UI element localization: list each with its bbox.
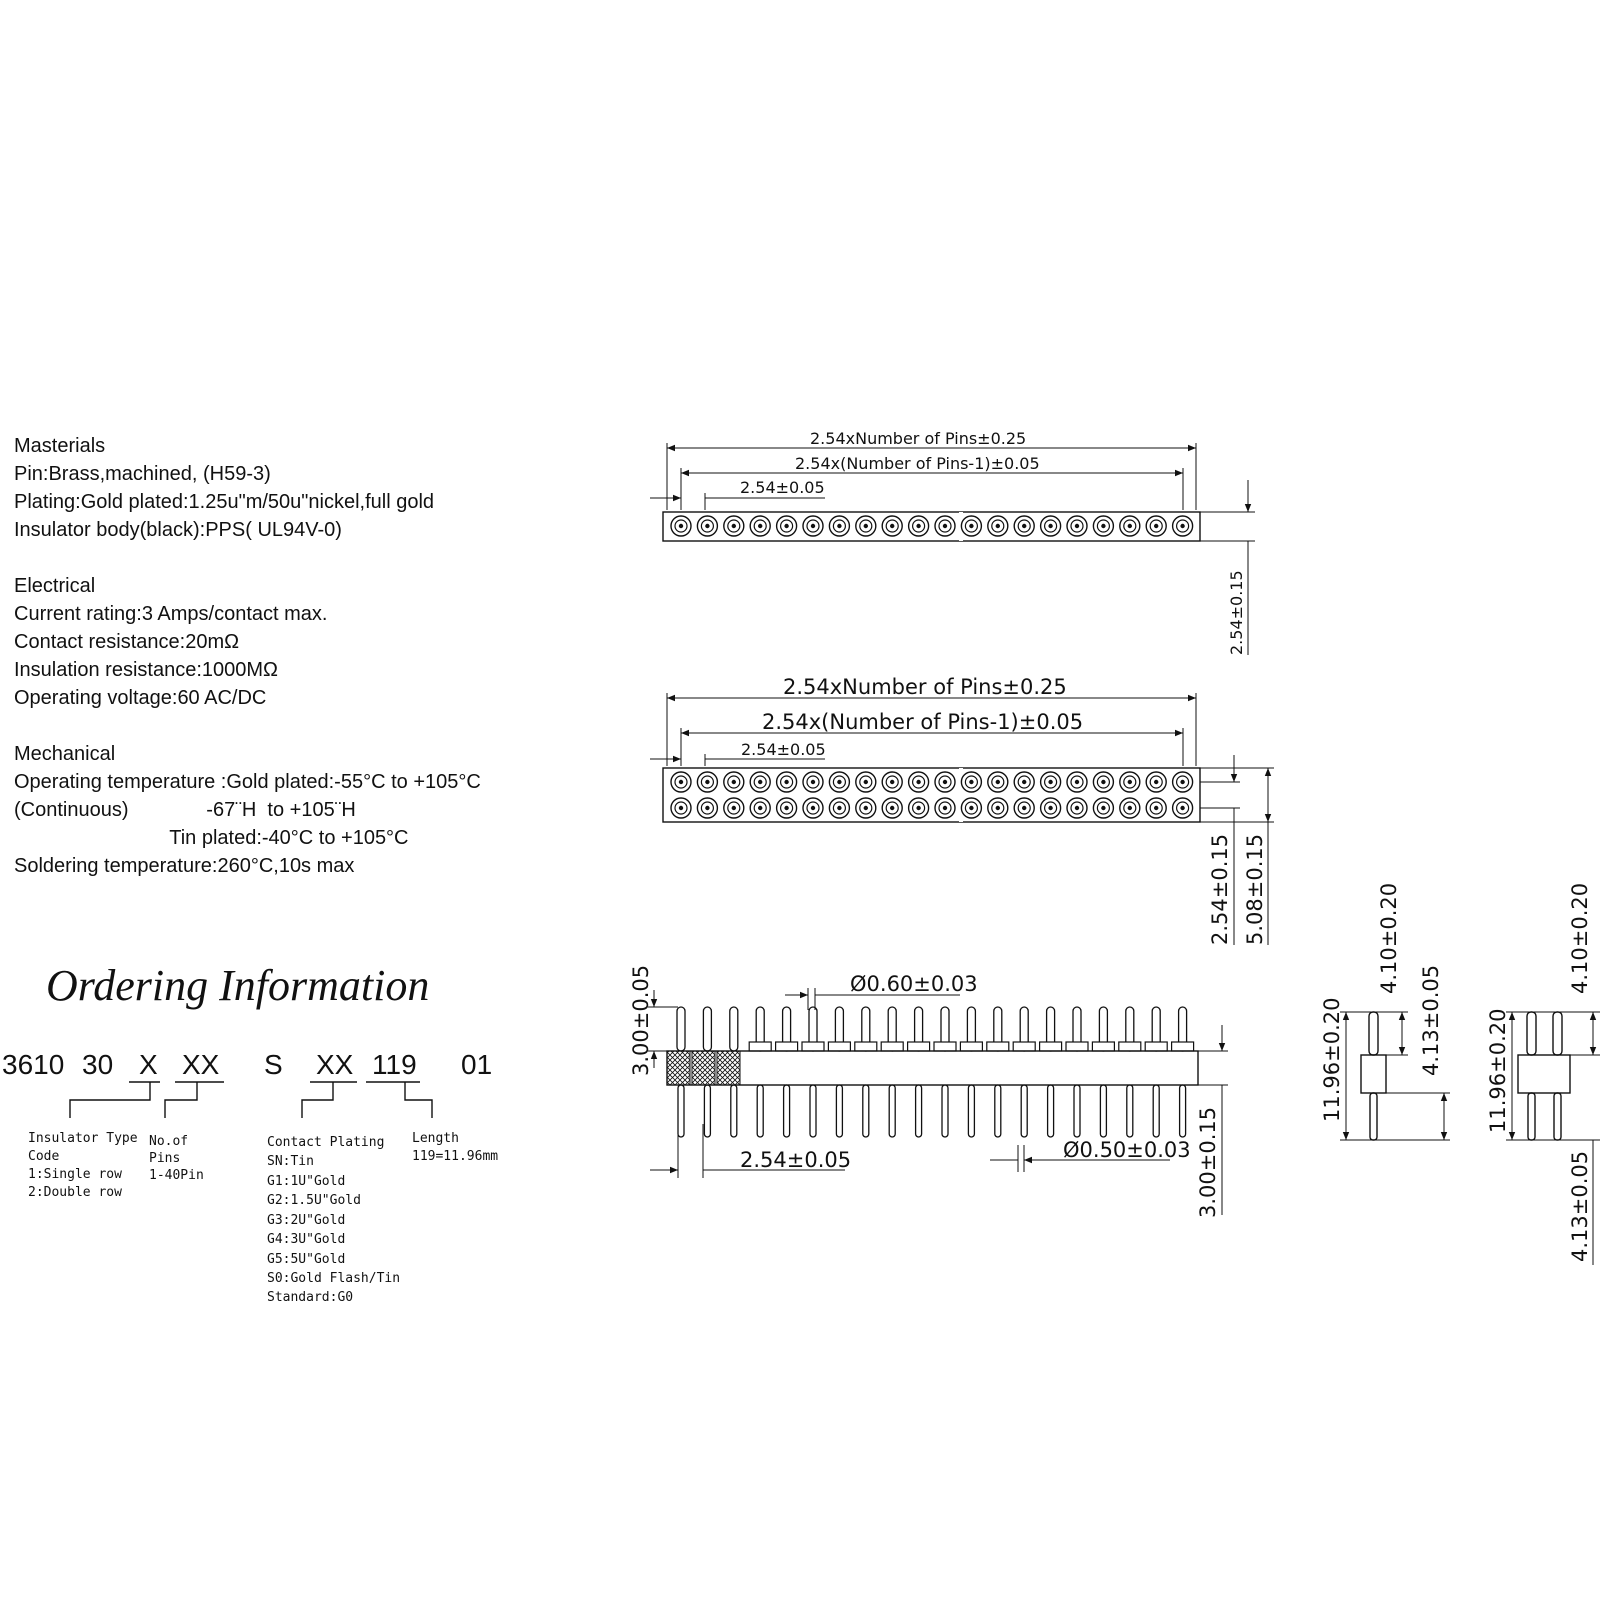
single-row-top-view	[663, 512, 1200, 541]
svg-text:G1:1U"Gold: G1:1U"Gold	[267, 1174, 346, 1189]
pin-hole	[1041, 772, 1061, 792]
double-overall-length: 2.54xNumber of Pins±0.25	[783, 675, 1067, 699]
svg-text:S0:Gold Flash/Tin: S0:Gold Flash/Tin	[267, 1271, 401, 1286]
single-row-dimension-labels	[740, 429, 1246, 655]
pin-hole	[750, 516, 770, 536]
pin-hole	[988, 516, 1008, 536]
pn-series: 3610	[2, 1049, 65, 1080]
pin-hole	[1041, 798, 1061, 818]
svg-text:2:Double row: 2:Double row	[28, 1185, 122, 1200]
top-pin-diameter: Ø0.60±0.03	[850, 972, 978, 996]
side-pin	[960, 1007, 982, 1137]
svg-text:Contact Plating: Contact Plating	[267, 1135, 385, 1150]
svg-text:Pins: Pins	[149, 1151, 181, 1166]
pin-hole	[1120, 798, 1140, 818]
part-number-leaders	[70, 1082, 432, 1118]
insulation-resistance: Insulation resistance:1000MΩ	[14, 659, 278, 681]
single-top-length: 4.10±0.20	[1377, 882, 1401, 994]
pin-hole	[777, 772, 797, 792]
single-row-dimension-lines	[650, 443, 1255, 655]
single-pitch: 2.54±0.05	[740, 478, 825, 497]
side-pin	[881, 1007, 903, 1137]
contact-plating-legend	[267, 1135, 400, 1305]
side-pin	[1066, 1007, 1088, 1137]
side-pitch: 2.54±0.05	[740, 1148, 852, 1172]
pin-hole	[935, 798, 955, 818]
current-rating: Current rating:3 Amps/contact max.	[14, 603, 328, 625]
side-pin	[1013, 1007, 1035, 1137]
top-pin-height: 3.00±0.05	[629, 964, 653, 1076]
side-pin	[855, 1007, 877, 1137]
pin-hole	[1067, 798, 1087, 818]
pin-hole	[856, 516, 876, 536]
side-pin	[1172, 1007, 1194, 1137]
side-pin	[828, 1007, 850, 1137]
pin-hole	[1041, 516, 1061, 536]
body-height: 3.00±0.15	[1196, 1106, 1220, 1218]
svg-text:119=11.96mm: 119=11.96mm	[412, 1149, 499, 1164]
double-top-length: 4.10±0.20	[1568, 882, 1592, 994]
side-pin	[1040, 1007, 1062, 1137]
svg-text:Insulator Type: Insulator Type	[28, 1131, 138, 1146]
insulator-type-legend	[28, 1131, 138, 1200]
pn-pitch: 30	[82, 1049, 114, 1080]
end-view-double	[1518, 1012, 1570, 1140]
pin-hole	[803, 772, 823, 792]
svg-text:No.of: No.of	[149, 1134, 189, 1149]
double-row-holes	[671, 772, 1193, 818]
single-width: 2.54±0.15	[1227, 570, 1246, 655]
double-row-top-view	[663, 768, 1200, 822]
pin-hole	[829, 772, 849, 792]
svg-text:G5:5U"Gold: G5:5U"Gold	[267, 1252, 346, 1267]
pin-count-legend	[149, 1134, 204, 1183]
pin-hole	[1093, 772, 1113, 792]
side-pin	[802, 1007, 824, 1137]
pin-hole	[961, 516, 981, 536]
side-pin	[908, 1007, 930, 1137]
pin-hole	[1067, 772, 1087, 792]
pin-hole	[1173, 516, 1193, 536]
pin-hole	[750, 772, 770, 792]
pin-hole	[909, 798, 929, 818]
side-pin	[776, 1007, 798, 1137]
pin-hole	[988, 772, 1008, 792]
side-pin	[1145, 1007, 1167, 1137]
pin-hole	[1120, 516, 1140, 536]
double-row-pitch: 2.54±0.15	[1208, 833, 1232, 945]
single-bottom-length: 4.13±0.05	[1419, 964, 1443, 1076]
pin-hole	[1173, 798, 1193, 818]
pin-hole	[724, 798, 744, 818]
pn-pin-count: XX	[182, 1049, 220, 1080]
pin-hole	[882, 798, 902, 818]
bottom-pin-diameter: Ø0.50±0.03	[1063, 1138, 1191, 1162]
pin-hole	[909, 516, 929, 536]
insulator-body-spec: Insulator body(black):PPS( UL94V-0)	[14, 519, 342, 541]
pin-hole	[829, 798, 849, 818]
pin-hole	[671, 516, 691, 536]
single-total-height: 11.96±0.20	[1320, 997, 1344, 1122]
svg-text:Code: Code	[28, 1149, 60, 1164]
svg-text:1:Single row: 1:Single row	[28, 1167, 122, 1182]
end-view-single-labels	[1320, 883, 1443, 1122]
operating-voltage: Operating voltage:60 AC/DC	[14, 687, 267, 709]
pin-hole	[777, 798, 797, 818]
pin-hole	[829, 516, 849, 536]
side-view-body	[667, 1051, 1198, 1085]
end-view-double-labels	[1486, 883, 1592, 1262]
pin-hole	[1093, 798, 1113, 818]
plating-spec: Plating:Gold plated:1.25u"m/50u"nickel,full gold	[14, 491, 435, 513]
pin-hole	[1146, 772, 1166, 792]
materials-heading: Masterials	[14, 435, 106, 457]
pin-hole	[1173, 772, 1193, 792]
svg-text:G2:1.5U"Gold: G2:1.5U"Gold	[267, 1193, 361, 1208]
pin-hole	[961, 798, 981, 818]
pin-material: Pin:Brass,machined, (H59-3)	[14, 463, 271, 485]
pin-hole	[1014, 772, 1034, 792]
pin-hole	[988, 798, 1008, 818]
pin-hole	[1146, 798, 1166, 818]
side-pin	[1119, 1007, 1141, 1137]
pin-hole	[803, 798, 823, 818]
continuous-temperature: (Continuous) -67¨H to +105¨H	[14, 799, 356, 821]
pin-hole	[671, 798, 691, 818]
pin-hole	[1146, 516, 1166, 536]
double-span-length: 2.54x(Number of Pins-1)±0.05	[762, 710, 1084, 734]
pin-hole	[724, 516, 744, 536]
svg-text:1-40Pin: 1-40Pin	[149, 1168, 204, 1183]
pin-hole	[803, 516, 823, 536]
pin-hole	[935, 772, 955, 792]
side-pin	[1092, 1007, 1114, 1137]
tin-plated-temperature: Tin plated:-40°C to +105°C	[14, 827, 409, 849]
svg-text:G3:2U"Gold: G3:2U"Gold	[267, 1213, 346, 1228]
pin-hole	[697, 772, 717, 792]
length-legend	[412, 1131, 498, 1164]
single-overall-length: 2.54xNumber of Pins±0.25	[810, 429, 1027, 448]
part-number-code	[2, 1049, 492, 1080]
pin-hole	[909, 772, 929, 792]
pin-hole	[697, 516, 717, 536]
electrical-heading: Electrical	[14, 575, 96, 597]
svg-text:Standard:G0: Standard:G0	[267, 1290, 354, 1305]
pin-hole	[1067, 516, 1087, 536]
mechanical-heading: Mechanical	[14, 743, 116, 765]
pin-hole	[777, 516, 797, 536]
pin-hole	[935, 516, 955, 536]
side-pin	[749, 1007, 771, 1137]
pn-plating: XX	[316, 1049, 354, 1080]
double-pitch: 2.54±0.05	[741, 740, 826, 759]
svg-text:G4:3U"Gold: G4:3U"Gold	[267, 1232, 346, 1247]
svg-text:Length: Length	[412, 1131, 459, 1146]
pin-hole	[1120, 772, 1140, 792]
pn-length: 119	[372, 1049, 417, 1080]
double-bottom-length: 4.13±0.05	[1568, 1150, 1592, 1262]
pin-hole	[856, 798, 876, 818]
pn-s: S	[264, 1049, 283, 1080]
pin-hole	[882, 772, 902, 792]
contact-resistance: Contact resistance:20mΩ	[14, 631, 240, 653]
pin-hole	[882, 516, 902, 536]
side-pin	[934, 1007, 956, 1137]
svg-text:SN:Tin: SN:Tin	[267, 1154, 314, 1169]
double-width: 5.08±0.15	[1243, 833, 1267, 945]
pin-hole	[671, 772, 691, 792]
pin-hole	[724, 772, 744, 792]
side-view-pins	[677, 1007, 1194, 1137]
pn-insulator-type: X	[139, 1049, 158, 1080]
end-view-single	[1361, 1012, 1386, 1140]
double-total-height: 11.96±0.20	[1486, 1008, 1510, 1133]
soldering-temperature: Soldering temperature:260°C,10s max	[14, 855, 355, 877]
pin-hole	[1014, 798, 1034, 818]
pin-hole	[697, 798, 717, 818]
pin-hole	[961, 772, 981, 792]
pin-hole	[1093, 516, 1113, 536]
ordering-information-title: Ordering Information	[46, 961, 430, 1010]
side-pin	[987, 1007, 1009, 1137]
pn-suffix: 01	[461, 1049, 493, 1080]
single-row-holes	[671, 516, 1193, 536]
operating-temperature: Operating temperature :Gold plated:-55°C to +105°C	[14, 771, 481, 793]
pin-hole	[856, 772, 876, 792]
single-span-length: 2.54x(Number of Pins-1)±0.05	[795, 454, 1040, 473]
pin-hole	[1014, 516, 1034, 536]
pin-hole	[750, 798, 770, 818]
